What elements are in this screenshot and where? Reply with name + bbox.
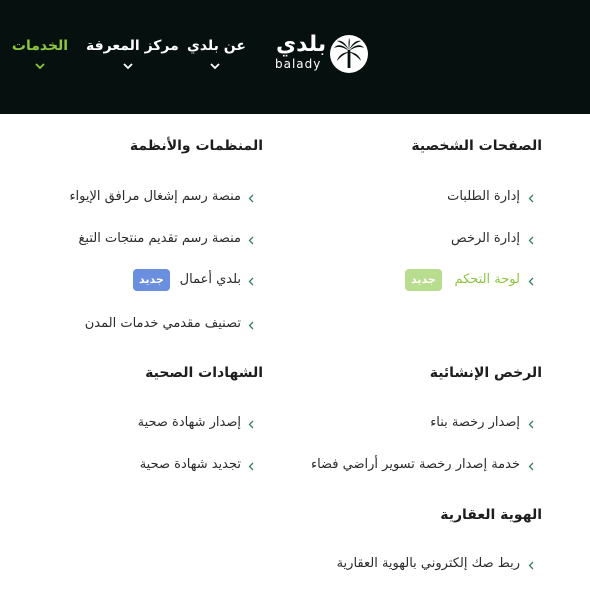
top-navigation-bar bbox=[0, 0, 590, 114]
nav-services[interactable] bbox=[10, 38, 70, 70]
link-balady-business[interactable]: بلدي أعمال bbox=[179, 272, 241, 287]
link-link-deed-real-estate[interactable]: ربط صك إلكتروني بالهوية العقارية bbox=[336, 556, 520, 571]
link-issue-health-certificate[interactable]: إصدار شهادة صحية bbox=[137, 415, 241, 430]
link-land-fencing-license[interactable]: خدمة إصدار رخصة تسوير أراضي فضاء bbox=[310, 457, 520, 472]
chevron-left-icon bbox=[528, 236, 534, 245]
balady-logo[interactable] bbox=[272, 34, 372, 76]
nav-about-balady[interactable] bbox=[187, 38, 246, 70]
link-dashboard[interactable]: لوحة التحكم bbox=[454, 272, 520, 287]
nav-knowledge-center[interactable] bbox=[86, 38, 179, 70]
chevron-left-icon bbox=[528, 194, 534, 203]
logo-text-english: balady bbox=[275, 57, 322, 71]
link-housing-facilities-fee[interactable]: منصة رسم إشغال مرافق الإيواء bbox=[69, 189, 241, 204]
chevron-left-icon bbox=[248, 462, 254, 471]
chevron-left-icon bbox=[248, 277, 254, 286]
section-title-health-certificates: الشهادات الصحية bbox=[145, 365, 263, 381]
link-city-service-providers[interactable]: تصنيف مقدمي خدمات المدن bbox=[84, 316, 241, 331]
chevron-left-icon bbox=[528, 420, 534, 429]
logo-text-arabic: بلدي bbox=[276, 32, 327, 57]
nav-label: الخدمات bbox=[11, 38, 69, 54]
section-title-construction-licenses: الرخص الإنشائية bbox=[429, 365, 542, 381]
chevron-left-icon bbox=[528, 462, 534, 471]
chevron-left-icon bbox=[528, 277, 534, 286]
link-manage-requests[interactable]: إدارة الطلبات bbox=[447, 189, 520, 204]
link-renew-health-certificate[interactable]: تجديد شهادة صحية bbox=[139, 457, 241, 472]
chevron-left-icon bbox=[248, 321, 254, 330]
chevron-left-icon bbox=[248, 236, 254, 245]
link-manage-licenses[interactable]: إدارة الرخص bbox=[451, 231, 520, 246]
chevron-down-icon bbox=[209, 62, 221, 70]
chevron-left-icon bbox=[248, 194, 254, 203]
new-badge: جديد bbox=[405, 269, 442, 291]
section-title-real-estate-identity: الهوية العقارية bbox=[440, 507, 542, 523]
new-badge: جديد bbox=[133, 269, 170, 291]
section-title-platforms: المنظمات والأنظمة bbox=[129, 138, 263, 154]
palm-logo-icon bbox=[329, 34, 369, 74]
chevron-down-icon bbox=[122, 62, 134, 70]
chevron-left-icon bbox=[528, 561, 534, 570]
nav-label: عن بلدي bbox=[187, 38, 246, 54]
chevron-left-icon bbox=[248, 420, 254, 429]
nav-label: مركز المعرفة bbox=[86, 38, 179, 54]
link-tobacco-products-fee[interactable]: منصة رسم تقديم منتجات التبغ bbox=[78, 231, 241, 246]
link-issue-building-license[interactable]: إصدار رخصة بناء bbox=[430, 415, 520, 430]
section-title-personal-pages: الصفحات الشخصية bbox=[411, 138, 542, 154]
chevron-down-icon bbox=[34, 62, 46, 70]
